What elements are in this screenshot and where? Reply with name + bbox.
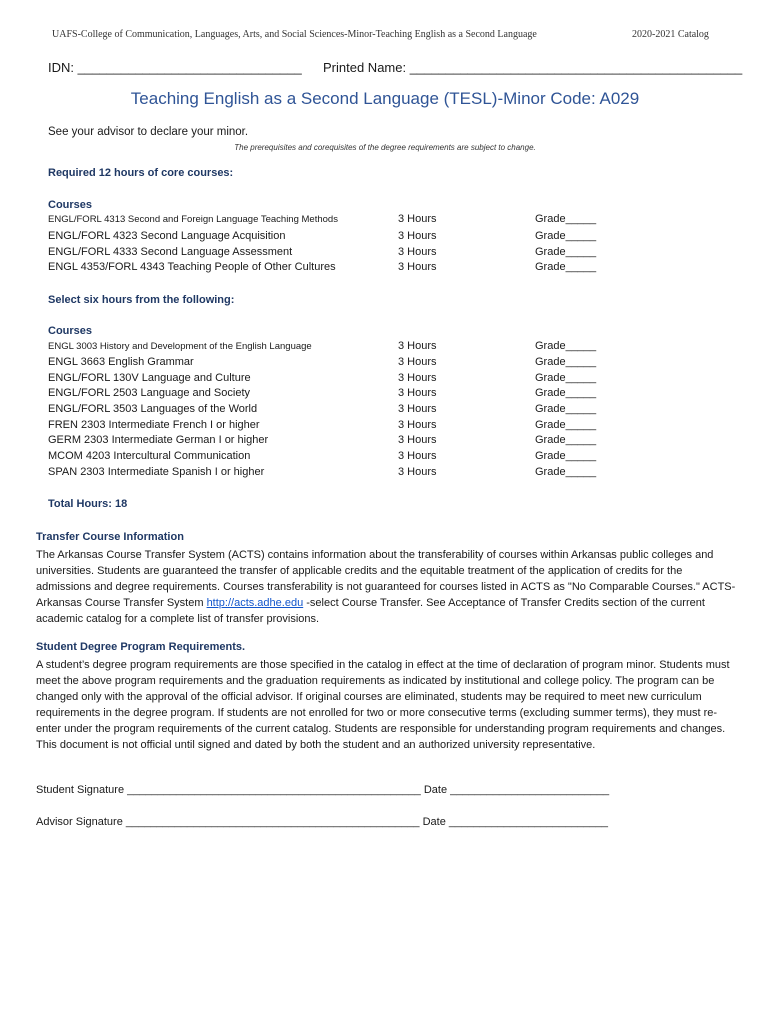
grade-field[interactable]: Grade_____ [535, 246, 597, 258]
grade-field[interactable]: Grade_____ [535, 434, 597, 446]
grade-field[interactable]: Grade_____ [535, 213, 597, 225]
course-name: MCOM 4203 Intercultural Communication [48, 450, 251, 462]
table-row [48, 466, 608, 482]
printed-name-field[interactable]: Printed Name: ______________________________________________ [323, 60, 743, 75]
table-row [48, 340, 608, 356]
elective-heading: Select six hours from the following: [48, 294, 235, 306]
course-hours: 3 Hours [398, 403, 437, 415]
course-hours: 3 Hours [398, 246, 437, 258]
course-name: GERM 2303 Intermediate German I or higher [48, 434, 269, 446]
course-name: ENGL/FORL 130V Language and Culture [48, 372, 251, 384]
course-name: ENGL/FORL 3503 Languages of the World [48, 403, 258, 415]
table-row [48, 387, 608, 403]
grade-field[interactable]: Grade_____ [535, 403, 597, 415]
table-row [48, 372, 608, 388]
total-hours: Total Hours: 18 [48, 498, 128, 510]
table-row [48, 356, 608, 372]
table-row [48, 450, 608, 466]
requirements-paragraph: A student’s degree program requirements are those specified in the catalog in effect at the time of declaration of program minor. Students must meet the above program requirements and the graduation requirements as indicated by institutional and college policy. The program can be changed only with the approval of the official advisor. If original courses are eliminated, students may be required to meet new curriculum requirements in the degree program. If students are not enrolled for two or more consecutive terms (excluding summer terms), they must re-enter under the program requirements of the current catalog. Students are responsible for understanding program requirements and changes. This document is not official until signed and dated by both the student and an authorized university representative. [36, 659, 730, 751]
header-title: UAFS-College of Communication, Languages, Arts, and Social Sciences-Minor-Teaching English as a Second Language [52, 29, 537, 40]
table-row [48, 213, 608, 229]
grade-field[interactable]: Grade_____ [535, 372, 597, 384]
course-hours: 3 Hours [398, 340, 437, 352]
table-row [48, 403, 608, 419]
course-name: FREN 2303 Intermediate French I or higher [48, 419, 260, 431]
grade-field[interactable]: Grade_____ [535, 261, 597, 273]
grade-field[interactable]: Grade_____ [535, 466, 597, 478]
grade-field[interactable]: Grade_____ [535, 450, 597, 462]
core-heading: Required 12 hours of core courses: [48, 167, 234, 179]
course-hours: 3 Hours [398, 434, 437, 446]
table-row [48, 419, 608, 435]
table-row [48, 246, 608, 262]
course-hours: 3 Hours [398, 387, 437, 399]
catalog-year: 2020-2021 Catalog [632, 29, 709, 40]
course-hours: 3 Hours [398, 261, 437, 273]
advisor-note: See your advisor to declare your minor. [48, 126, 249, 138]
course-hours: 3 Hours [398, 356, 437, 368]
course-name: SPAN 2303 Intermediate Spanish I or higher [48, 466, 265, 478]
student-signature-line[interactable]: Student Signature ________________________________________________ Date __________________________ [36, 784, 610, 796]
grade-field[interactable]: Grade_____ [535, 356, 597, 368]
grade-field[interactable]: Grade_____ [535, 387, 597, 399]
elective-courses-label: Courses [48, 325, 93, 337]
idn-field[interactable]: IDN: _______________________________ [48, 60, 302, 75]
page-title: Teaching English as a Second Language (TESL)-Minor Code: A029 [130, 89, 640, 108]
transfer-heading: Transfer Course Information [36, 531, 184, 543]
advisor-signature-line[interactable]: Advisor Signature ________________________________________________ Date __________________________ [36, 816, 608, 828]
grade-field[interactable]: Grade_____ [535, 419, 597, 431]
grade-field[interactable]: Grade_____ [535, 230, 597, 242]
course-hours: 3 Hours [398, 466, 437, 478]
acts-link[interactable]: http://acts.adhe.edu [206, 597, 304, 609]
course-hours: 3 Hours [398, 213, 437, 225]
course-name: ENGL 3663 English Grammar [48, 356, 194, 368]
requirements-heading: Student Degree Program Requirements. [36, 641, 246, 653]
course-hours: 3 Hours [398, 230, 437, 242]
table-row [48, 230, 608, 246]
disclaimer: The prerequisites and corequisites of the degree requirements are subject to change. [234, 143, 536, 152]
transfer-paragraph [36, 547, 736, 627]
course-name: ENGL/FORL 4333 Second Language Assessment [48, 246, 293, 258]
table-row [48, 434, 608, 450]
course-hours: 3 Hours [398, 450, 437, 462]
grade-field[interactable]: Grade_____ [535, 340, 597, 352]
course-hours: 3 Hours [398, 372, 437, 384]
course-hours: 3 Hours [398, 419, 437, 431]
course-name: ENGL/FORL 4323 Second Language Acquisition [48, 230, 286, 242]
core-courses-label: Courses [48, 199, 93, 211]
course-name: ENGL/FORL 4313 Second and Foreign Language Teaching Methods [48, 214, 338, 225]
course-name: ENGL/FORL 2503 Language and Society [48, 387, 251, 399]
course-name: ENGL 4353/FORL 4343 Teaching People of Other Cultures [48, 261, 336, 273]
transfer-text-after: -select Course Transfer. See Acceptance of Transfer Credits section of the current academic catalog for a complete list of transfer provisions. [36, 597, 705, 625]
transfer-text-before: The Arkansas Course Transfer System (ACTS) contains information about the transferability of courses within Arkansas public colleges and universities. Students are guaranteed the transfer of applicable credits and the equitable treatment of the application of credits for the admissions and degree requirements. Courses transferability is not guaranteed for courses listed in ACTS as "No Comparable Courses." ACTS-Arkansas Course Transfer System [36, 549, 736, 609]
table-row [48, 261, 608, 277]
course-name: ENGL 3003 History and Development of the English Language [48, 341, 312, 352]
